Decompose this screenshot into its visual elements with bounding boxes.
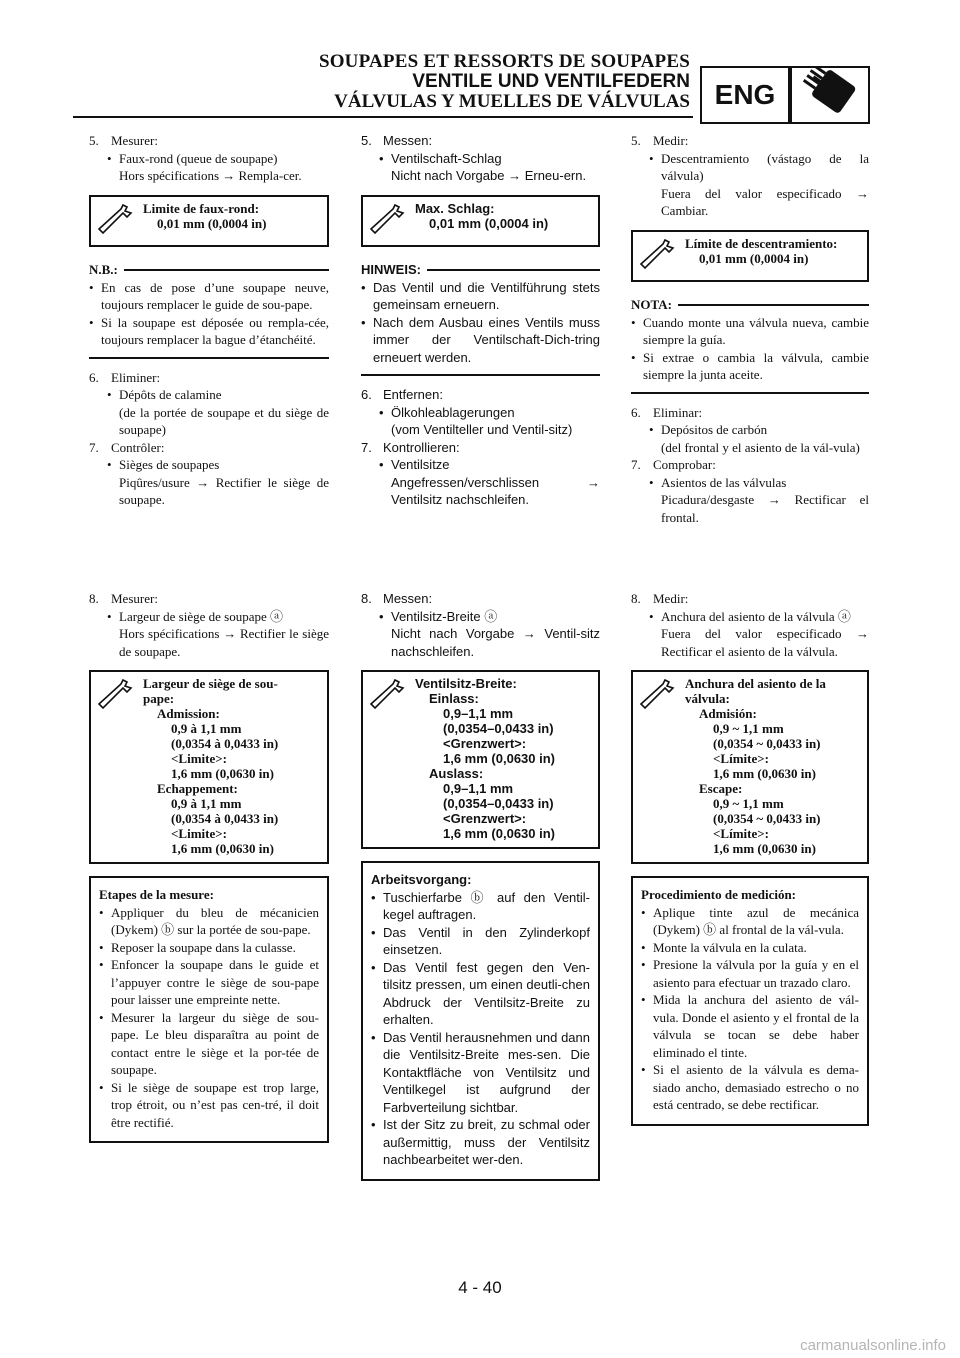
step-bullet: • Asientos de las válvulas xyxy=(649,474,787,490)
step-action: Nicht nach Vorgabe → Erneu-ern. xyxy=(391,168,587,183)
de-step-7: 7. Kontrollieren: xyxy=(361,439,460,455)
header-title-es: VÁLVULAS Y MUELLES DE VÁLVULAS xyxy=(334,91,690,112)
header-rule xyxy=(73,116,693,118)
es-top-column: 5. Medir: • Descentramiento (vástago de la válvula) Fuera del valor especificado → Cambiar. Límite de descentramiento: 0,01 mm (0,0004 in) NOTA: • Cuando monte una válvula nueva, cambie siempre la guía. • Si extrae o cambia la válvula, cambie siempre la junta aceite. 6. Eliminar: • Depósitos de carbón (del frontal y el asiento de la vál-vula) 7. Comprobar: • Asientos de las válvulas Picadura/desgaste → Rectificar el frontal. xyxy=(631,133,869,525)
procedure-item: • Aplique tinte azul de mecánica (Dykem) ⓑ al frontal de la vál-vula. xyxy=(641,904,859,937)
step-bullet: • Faux-rond (queue de soupape) xyxy=(107,150,278,166)
fr-note xyxy=(89,261,329,359)
fr-bottom-column: 8. Mesurer: • Largeur de siège de soupape ⓐ Hors spécifications → Rectifier le siège de soupape. Largeur de siège de sou- pape: Admission: 0,9 à 1,1 mm (0,0354 à 0,0433 in) <Limite>: 1,6 mm (0,0630 in) Echappement: 0,9 à 1,1 mm (0,0354 à 0,0433 in) <Limite>: 1,6 mm (0,0630 in) Etapes de la mesure: • Appliquer du bleu de mécanicien (Dykem) ⓑ sur la portée de sou-pape. • Reposer la soupape dans la culasse. • Enfoncer la soupape dans le guide et l’appuyer contre le siège de sou-pape pour laisser une empreinte nette. • Mesurer la largeur du siège de sou-pape. Le bleu disparaîtra au point de contact entre le siège et la por-tée de soupape. • Si le siège de soupape est trop large, trop étroit, ou n’est pas cen-tré, il doit être rectifié. xyxy=(89,590,329,1143)
step-title: Mesurer: xyxy=(111,133,158,148)
watermark: carmanualsonline.info xyxy=(800,1337,946,1354)
page-number: 4 - 40 xyxy=(458,1278,502,1297)
wrench-icon xyxy=(363,672,411,847)
de-step-8: 8. Messen: xyxy=(361,591,433,606)
spec-value: 0,01 mm (0,0004 in) xyxy=(157,215,267,231)
note-item: • Si extrae o cambia la válvula, cambie siempre la junta aceite. xyxy=(631,349,869,382)
de-measurement-procedure: Arbeitsvorgang: • Tuschierfarbe ⓑ auf den Ventil-kegel auftragen. • Das Ventil in den Zylinderkopf einsetzen. • Das Ventil fest gegen den Ven-tilsitz pressen, um einen deutli-chen Abdruck der Ventilsitz-Breite zu erhalten. • Das Ventil herausnehmen und dann die Ventilsitz-Breite mes-sen. Die Kontaktfläche von Ventilsitz und Ventilkegel ist aufgrund der Farbverteilung sichtbar. • Ist der Sitz zu breit, zu schmal oder außermittig, muss der Ventilsitz nachbearbeitet wer-den. xyxy=(361,861,600,1181)
header-title-de: VENTILE UND VENTILFEDERN xyxy=(412,71,690,92)
step-action: Hors spécifications → Rempla-cer. xyxy=(119,168,302,183)
de-note: HINWEIS: • Das Ventil und die Ventilführung stets gemeinsam erneuern. • Nach dem Ausbau eines Ventils muss immer der Ventilschaft-Dich-tring erneuert werden. xyxy=(361,261,600,376)
es-note: NOTA: • Cuando monte una válvula nueva, cambie siempre la guía. • Si extrae o cambia la válvula, cambie siempre la junta aceite. xyxy=(631,296,869,394)
fr-measurement-procedure: Etapes de la mesure: • Appliquer du bleu de mécanicien (Dykem) ⓑ sur la portée de sou-pape. • Reposer la soupape dans la culasse. • Enfoncer la soupape dans le guide et l’appuyer contre le siège de sou-pape pour laisser une empreinte nette. • Mesurer la largeur du siège de sou-pape. Le bleu disparaîtra au point de contact entre le siège et la por-tée de soupape. • Si le siège de soupape est trop large, trop étroit, ou n’est pas cen-tré, il doit être rectifié. xyxy=(89,876,329,1143)
step-bullet: • Depósitos de carbón xyxy=(649,422,768,437)
step-bullet: • Ventilsitze xyxy=(379,457,450,472)
es-step-8: 8. Medir: xyxy=(631,591,689,606)
procedure-item: • Mesurer la largeur du siège de sou-pape. Le bleu disparaîtra au point de contact entre le siège et la por-tée de soupape. xyxy=(99,1009,319,1077)
es-step-7: 7. Comprobar: xyxy=(631,457,716,472)
note-item: • Si la soupape est déposée ou rempla-cée, toujours remplacer la bague d’étanchéité. xyxy=(89,314,329,347)
procedure-item: • Das Ventil in den Zylinderkopf einsetzen. xyxy=(371,924,590,957)
note-item: • En cas de pose d’une soupape neuve, toujours remplacer le guide de sou-pape. xyxy=(89,279,329,312)
engine-cylinder-icon xyxy=(790,66,870,124)
eng-badge: ENG xyxy=(700,66,790,124)
procedure-item: • Ist der Sitz zu breit, zu schmal oder außermittig, muss der Ventilsitz nachbearbeitet wer-den. xyxy=(371,1117,590,1167)
procedure-item: • Reposer la soupape dans la culasse. xyxy=(99,939,296,955)
wrench-icon xyxy=(633,232,681,281)
fr-step-7: 7. Contrôler: xyxy=(89,439,165,455)
procedure-item: • Si el asiento de la válvula es dema-siado ancho, demasiado estrecho o no está centrado, se debe rectificar. xyxy=(641,1062,859,1112)
spec-label: Limite de faux-rond: xyxy=(143,200,260,216)
procedure-item: • Tuschierfarbe ⓑ auf den Ventil-kegel auftragen. xyxy=(371,889,590,922)
fr-step-8: 8. Mesurer: xyxy=(89,591,158,606)
wrench-icon xyxy=(91,197,139,246)
es-spec-runout-limit: Límite de descentramiento: 0,01 mm (0,0004 in) xyxy=(631,230,869,283)
note-item: • Nach dem Ausbau eines Ventils muss immer der Ventilschaft-Dich-tring erneuert werden. xyxy=(361,314,600,365)
fr-step-5 xyxy=(89,132,329,150)
wrench-icon xyxy=(633,672,681,862)
es-bottom-column: 8. Medir: • Anchura del asiento de la válvula ⓐ Fuera del valor especificado → Rectificar el asiento de la válvula. Anchura del asiento de la válvula: Admisión: 0,9 ~ 1,1 mm (0,0354 ~ 0,0433 in) <Límite>: 1,6 mm (0,0630 in) Escape: 0,9 ~ 1,1 mm (0,0354 ~ 0,0433 in) <Límite>: 1,6 mm (0,0630 in) Procedimiento de medición: • Aplique tinte azul de mecánica (Dykem) ⓑ al frontal de la vál-vula. • Monte la válvula en la culata. • Presione la válvula por la guía y en el asiento para efectuar un trazado claro. • Mida la anchura del asiento de vál-vula. Donde el asiento y el frontal de la válvula se tocan se debe haber eliminado el tinte. • Si el asiento de la válvula es dema-siado ancho, demasiado estrecho o no está centrado, se debe rectificar. xyxy=(631,590,869,1126)
step-bullet: • Sièges de soupapes xyxy=(107,457,220,472)
procedure-item: • Enfoncer la soupape dans le guide et l’appuyer contre le siège de sou-pape pour laisser une empreinte nette. xyxy=(99,957,319,1007)
note-item: • Cuando monte una válvula nueva, cambie siempre la guía. xyxy=(631,314,869,347)
de-bottom-column: 8. Messen: • Ventilsitz-Breite ⓐ Nicht nach Vorgabe → Ventil-sitz nachschleifen. Ventilsitz-Breite: Einlass: 0,9–1,1 mm (0,0354–0,0433 in) <Grenzwert>: 1,6 mm (0,0630 in) Auslass: 0,9–1,1 mm (0,0354–0,0433 in) <Grenzwert>: 1,6 mm (0,0630 in) Arbeitsvorgang: • Tuschierfarbe ⓑ auf den Ventil-kegel auftragen. • Das Ventil in den Zylinderkopf einsetzen. • Das Ventil fest gegen den Ven-tilsitz pressen, um einen deutli-chen Abdruck der Ventilsitz-Breite zu erhalten. • Das Ventil herausnehmen und dann die Ventilsitz-Breite mes-sen. Die Kontaktfläche von Ventilsitz und Ventilkegel ist aufgrund der Farbverteilung sichtbar. • Ist der Sitz zu breit, zu schmal oder außermittig, muss der Ventilsitz nachbearbeitet wer-den. xyxy=(361,590,600,1181)
de-step-6: 6. Entfernen: xyxy=(361,387,443,402)
de-top-column: 5. Messen: • Ventilschaft-Schlag Nicht nach Vorgabe → Erneu-ern. Max. Schlag: 0,01 mm (0,0004 in) HINWEIS: • Das Ventil und die Ventilführung stets gemeinsam erneuern. • Nach dem Ausbau eines Ventils muss immer der Ventilschaft-Dich-tring erneuert werden. 6. Entfernen: • Ölkohleablagerungen (vom Ventilteller und Ventil-sitz) 7. Kontrollieren: • Ventilsitze Angefressen/verschlissen → Ventilsitz nachschleifen. xyxy=(361,133,600,507)
procedure-item: • Mida la anchura del asiento de vál-vula. Donde el asiento y el frontal de la válvula se tocan se debe haber eliminado el tinte. xyxy=(641,992,859,1060)
step-action: Piqûres/usure → Rectifier le siège de soupape. xyxy=(119,474,329,507)
es-spec-seat-width: Anchura del asiento de la válvula: Admisión: 0,9 ~ 1,1 mm (0,0354 ~ 0,0433 in) <Límite>: 1,6 mm (0,0630 in) Escape: 0,9 ~ 1,1 mm (0,0354 ~ 0,0433 in) <Límite>: 1,6 mm (0,0630 in) xyxy=(631,670,869,864)
de-spec-max-runout: Max. Schlag: 0,01 mm (0,0004 in) xyxy=(361,195,600,248)
procedure-item: • Das Ventil fest gegen den Ven-tilsitz pressen, um einen deutli-chen Abdruck der Ventilsitz-Breite zu erhalten. xyxy=(371,959,590,1027)
note-label: N.B.: xyxy=(89,262,118,277)
fr-spec-seat-width: Largeur de siège de sou- pape: Admission: 0,9 à 1,1 mm (0,0354 à 0,0433 in) <Limite>: 1,6 mm (0,0630 in) Echappement: 0,9 à 1,1 mm (0,0354 à 0,0433 in) <Limite>: 1,6 mm (0,0630 in) xyxy=(89,670,329,864)
wrench-icon xyxy=(91,672,139,862)
wrench-icon xyxy=(363,197,411,246)
procedure-item: • Das Ventil herausnehmen und dann die Ventilsitz-Breite mes-sen. Die Kontaktfläche von Ventilsitz und Ventilkegel ist aufgrund der Farbverteilung sichtbar. xyxy=(371,1029,590,1115)
step-bullet: • Descentramiento (vástago de la válvula) xyxy=(649,150,869,183)
header-title-fr: SOUPAPES ET RESSORTS DE SOUPAPES xyxy=(318,51,690,72)
procedure-item: • Presione la válvula por la guía y en el asiento para efectuar un trazado claro. xyxy=(641,957,859,990)
fr-step-6: 6. Eliminer: xyxy=(89,369,161,385)
procedure-item: • Si le siège de soupape est trop large, trop étroit, ou n’est pas cen-tré, il doit être rectifié. xyxy=(99,1079,319,1130)
page-header xyxy=(319,52,690,112)
de-spec-seat-width: Ventilsitz-Breite: Einlass: 0,9–1,1 mm (0,0354–0,0433 in) <Grenzwert>: 1,6 mm (0,0630 in) Auslass: 0,9–1,1 mm (0,0354–0,0433 in) <Grenzwert>: 1,6 mm (0,0630 in) xyxy=(361,670,600,849)
step-bullet: • Anchura del asiento de la válvula ⓐ xyxy=(649,608,851,624)
step-bullet: • Ventilsitz-Breite ⓐ xyxy=(379,608,498,624)
step-bullet: • Ventilschaft-Schlag xyxy=(379,150,502,166)
step-bullet: • Dépôts de calamine xyxy=(107,387,222,402)
procedure-item: • Appliquer du bleu de mécanicien (Dykem) ⓑ sur la portée de sou-pape. xyxy=(99,904,319,937)
es-step-5: 5. Medir: xyxy=(631,133,689,148)
de-step-5: 5. Messen: xyxy=(361,133,433,148)
es-measurement-procedure: Procedimiento de medición: • Aplique tinte azul de mecánica (Dykem) ⓑ al frontal de la vál-vula. • Monte la válvula en la culata. • Presione la válvula por la guía y en el asiento para efectuar un trazado claro. • Mida la anchura del asiento de vál-vula. Donde el asiento y el frontal de la válvula se tocan se debe haber eliminado el tinte. • Si el asiento de la válvula es dema-siado ancho, demasiado estrecho o no está centrado, se debe rectificar. xyxy=(631,876,869,1126)
fr-top-column xyxy=(89,132,329,509)
step-detail: (de la portée de soupape et du siège de soupape) xyxy=(119,404,329,437)
es-step-6: 6. Eliminar: xyxy=(631,404,703,420)
step-bullet: • Largeur de siège de soupape ⓐ xyxy=(107,608,284,624)
note-item: • Das Ventil und die Ventilführung stets gemeinsam erneuern. xyxy=(361,279,600,312)
step-bullet: • Ölkohleablagerungen xyxy=(379,404,515,420)
step-number: 5. xyxy=(89,133,99,148)
procedure-item: • Monte la válvula en la culata. xyxy=(641,939,807,955)
fr-spec-runout-limit xyxy=(89,195,329,248)
